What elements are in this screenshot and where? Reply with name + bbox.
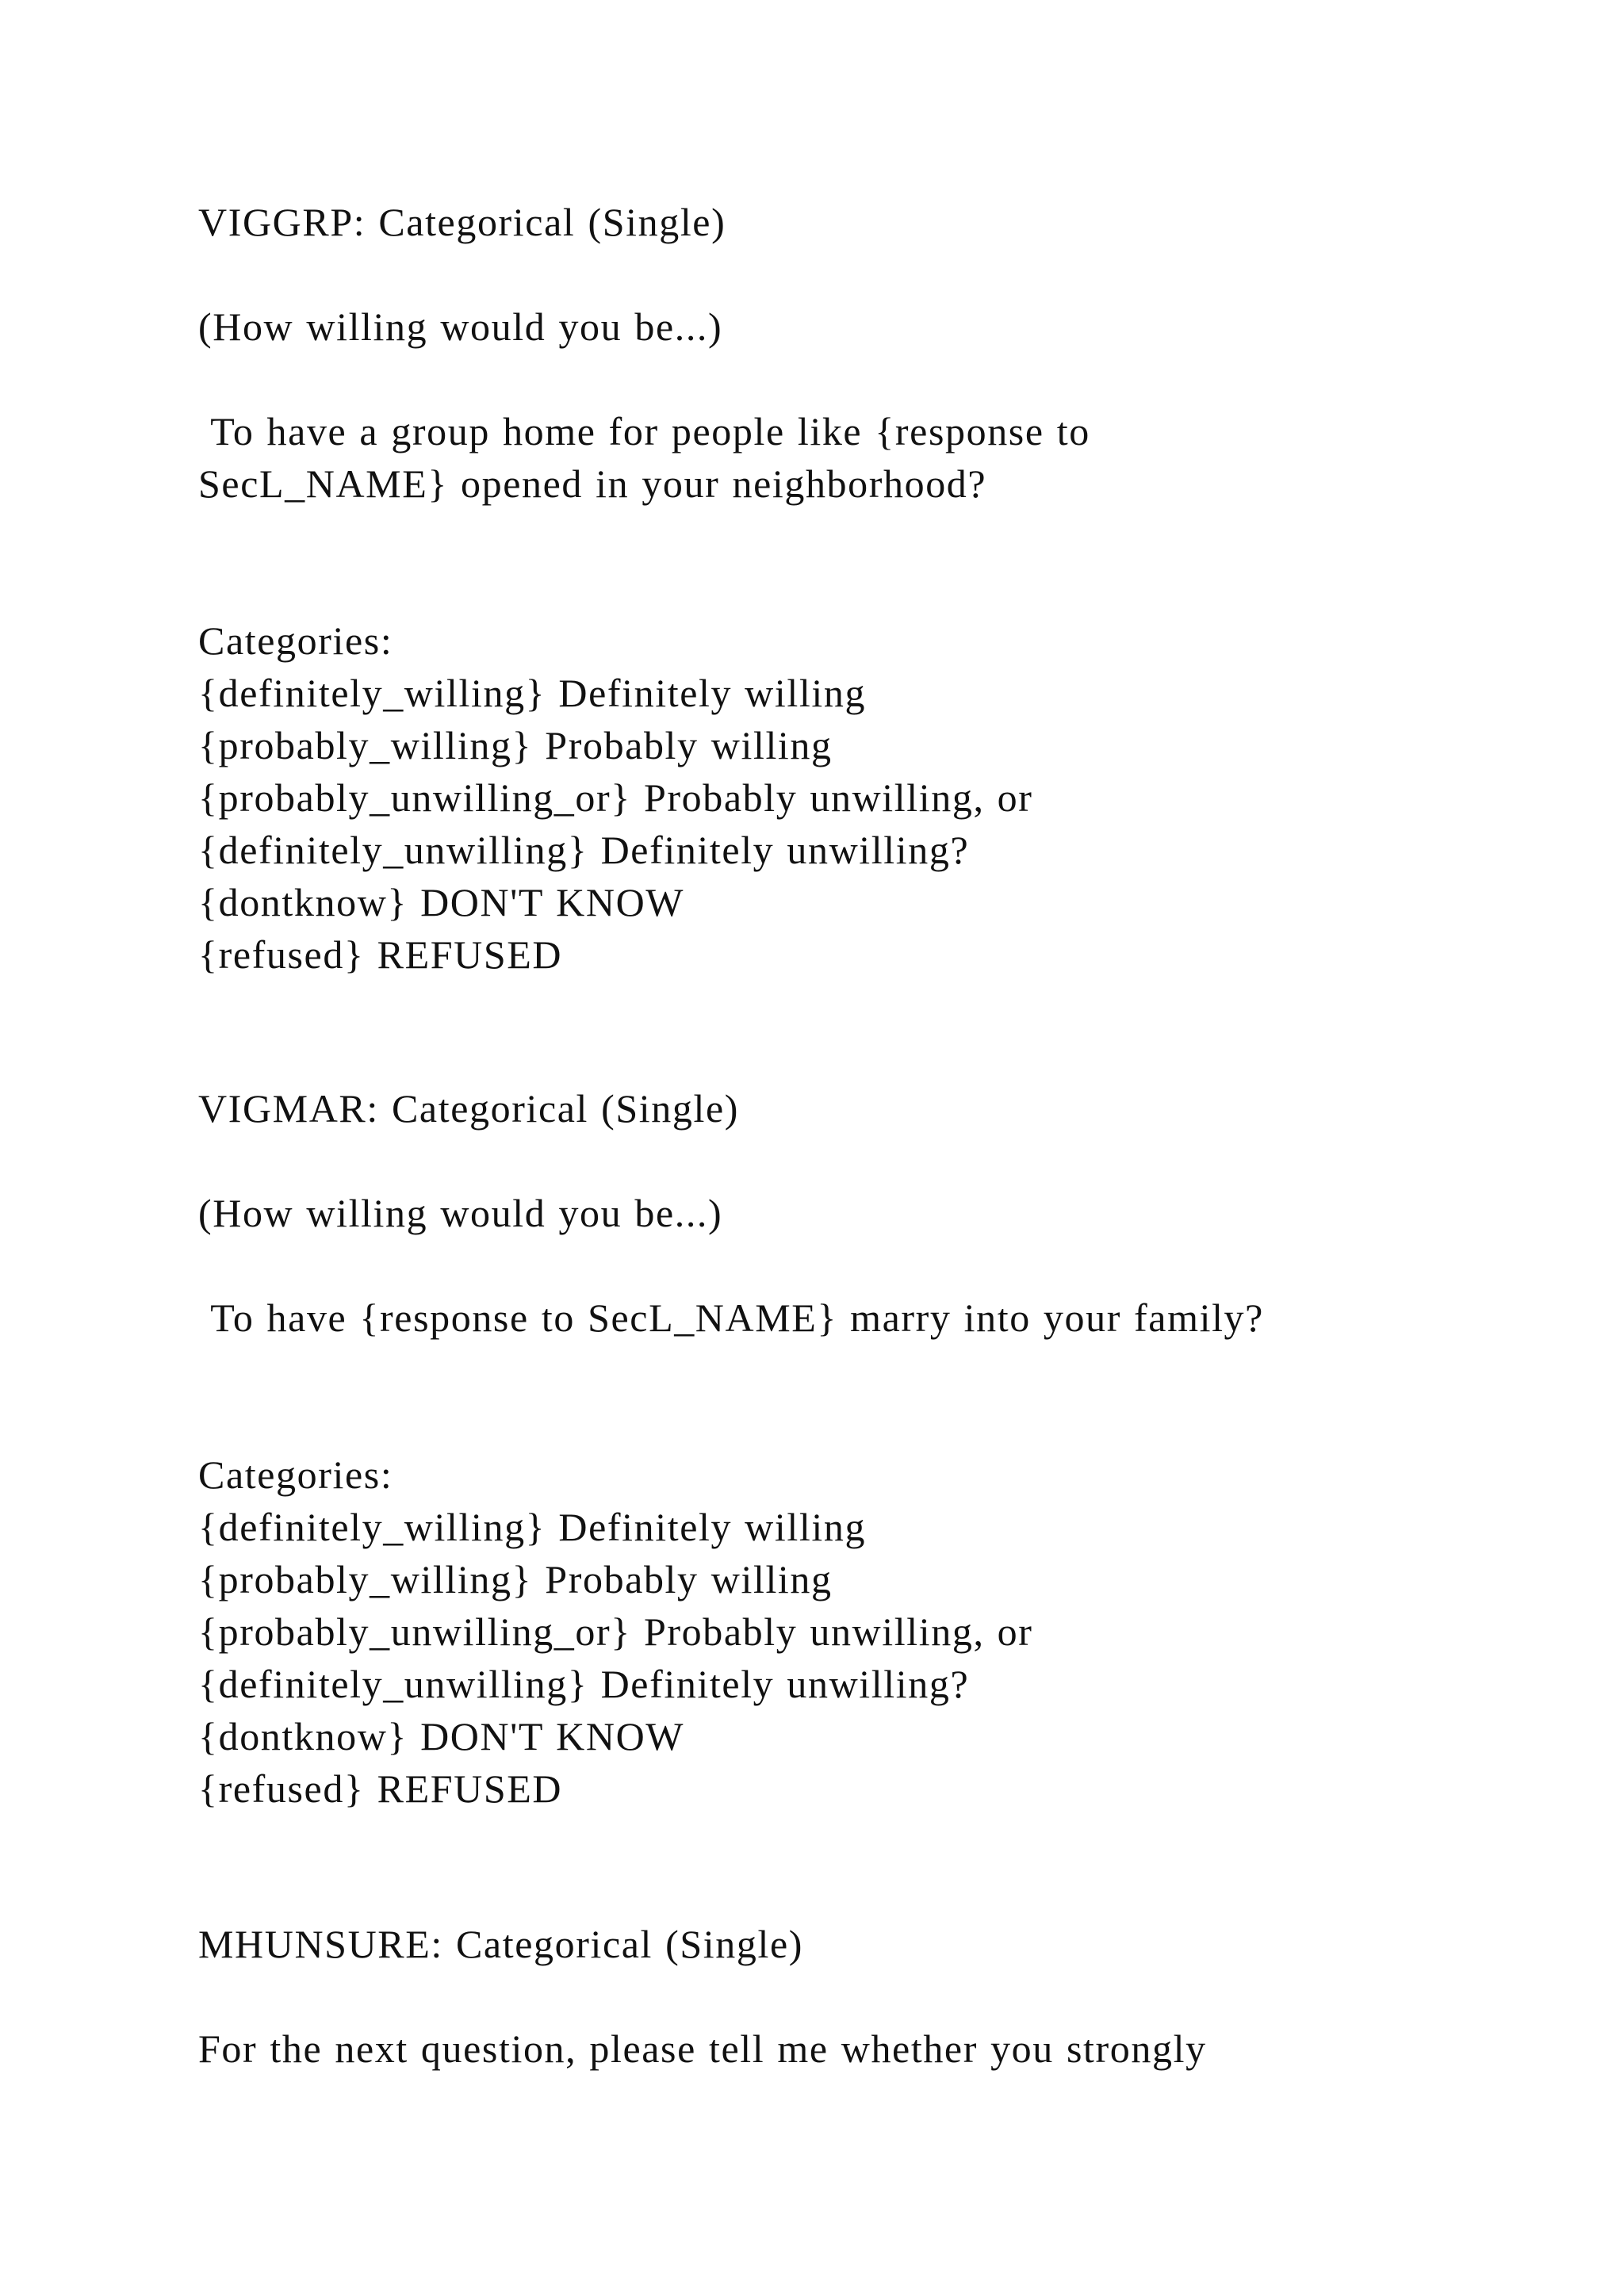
category-item-vigmar-5: {dontknow} DON'T KNOW <box>198 1714 685 1758</box>
category-item-viggrp-6: {refused} REFUSED <box>198 932 563 977</box>
category-item-viggrp-5: {dontknow} DON'T KNOW <box>198 880 685 924</box>
section-header-viggrp: VIGGRP: Categorical (Single) <box>198 200 726 244</box>
category-item-viggrp-4: {definitely_unwilling} Definitely unwilling? <box>198 828 970 872</box>
section-header-vigmar: VIGMAR: Categorical (Single) <box>198 1086 740 1131</box>
question-line-mhunsure-1: For the next question, please tell me whether you strongly <box>198 2026 1207 2071</box>
question-line-viggrp-1: To have a group home for people like {response to <box>198 409 1090 453</box>
section-preamble-viggrp: (How willing would you be...) <box>198 304 723 349</box>
category-item-vigmar-2: {probably_willing} Probably willing <box>198 1557 833 1601</box>
section-preamble-vigmar: (How willing would you be...) <box>198 1191 723 1235</box>
category-item-vigmar-3: {probably_unwilling_or} Probably unwilling, or <box>198 1609 1033 1654</box>
question-line-vigmar-1: To have {response to SecL_NAME} marry into your family? <box>198 1295 1264 1340</box>
categories-label-vigmar: Categories: <box>198 1452 393 1497</box>
question-line-viggrp-2: SecL_NAME} opened in your neighborhood? <box>198 461 987 506</box>
category-item-viggrp-2: {probably_willing} Probably willing <box>198 723 833 767</box>
category-item-viggrp-1: {definitely_willing} Definitely willing <box>198 671 867 715</box>
section-header-mhunsure: MHUNSURE: Categorical (Single) <box>198 1922 804 1966</box>
categories-label-viggrp: Categories: <box>198 618 393 663</box>
category-item-vigmar-1: {definitely_willing} Definitely willing <box>198 1505 867 1549</box>
category-item-vigmar-6: {refused} REFUSED <box>198 1766 563 1811</box>
category-item-viggrp-3: {probably_unwilling_or} Probably unwilling, or <box>198 775 1033 820</box>
category-item-vigmar-4: {definitely_unwilling} Definitely unwilling? <box>198 1662 970 1706</box>
